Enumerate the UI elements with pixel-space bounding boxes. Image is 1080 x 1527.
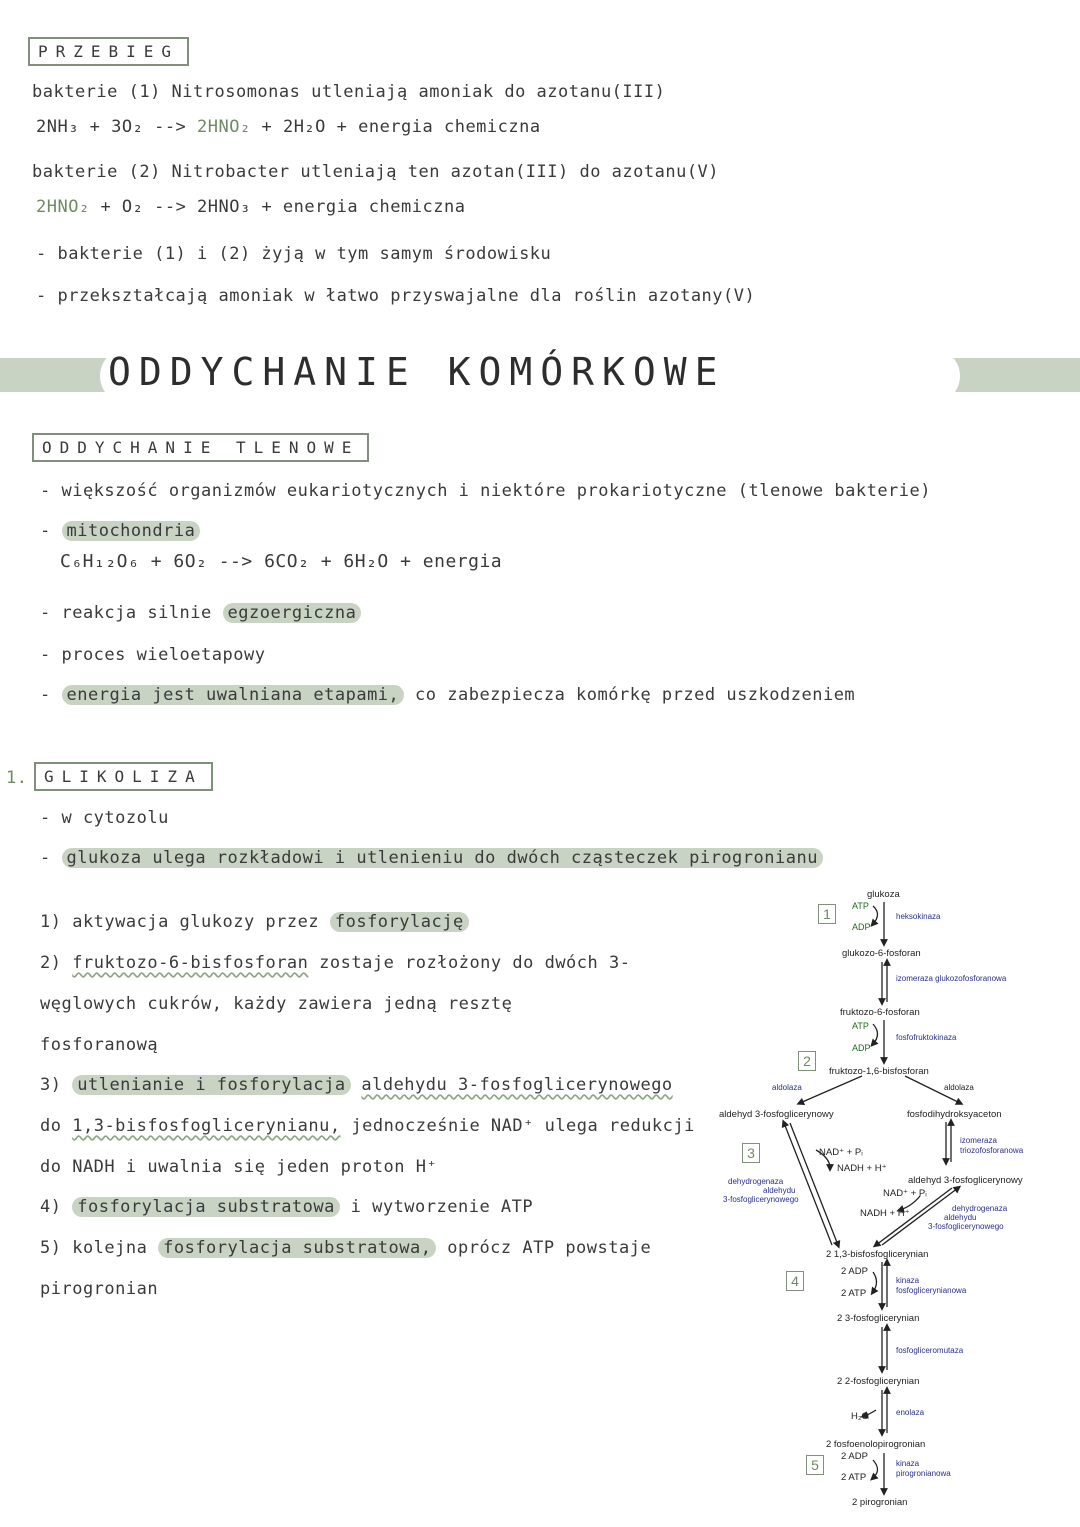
label-2pg: 2 2-fosfoglicerynian — [837, 1376, 920, 1387]
label-gapdh-left-1: dehydrogenaza — [728, 1177, 784, 1186]
glikoliza-bullet-2 — [40, 848, 823, 868]
label-pgk-1: kinaza — [896, 1276, 920, 1285]
label-heksokinaza: heksokinaza — [896, 912, 941, 921]
glikoliza-number: 1. — [6, 768, 28, 788]
arrow-atp-adp-1 — [873, 906, 878, 924]
eq1-left: 2NH₃ + 3O₂ --> — [36, 117, 187, 137]
label-nadh-left: NADH + H⁺ — [837, 1163, 887, 1174]
label-f16bp: fruktozo-1,6-bisfosforan — [829, 1066, 929, 1077]
step-box-1: 1 — [818, 904, 836, 924]
step-2-line-3: fosforanową — [40, 1035, 159, 1055]
label-izomeraza-gf: izomeraza glukozofosforanowa — [896, 974, 1007, 983]
step-box-2: 2 — [798, 1051, 816, 1071]
energia-highlight: energia jest uwalniana etapami, — [62, 685, 405, 705]
label-gapdh-left-3: 3-fosfoglicerynowego — [723, 1195, 799, 1204]
label-pirogronian: 2 pirogronian — [852, 1497, 908, 1508]
s3-l2-rest: jednocześnie NAD⁺ ulega redukcji — [351, 1116, 695, 1136]
eq1-product: 2HNO₂ — [197, 117, 251, 137]
step-2 — [40, 953, 630, 973]
label-adp-3: 2 ADP — [841, 1266, 868, 1277]
tlenowe-bullet-2 — [40, 521, 200, 541]
b5-rest: co zabezpiecza komórkę przed uszkodzeniem — [415, 685, 856, 705]
arrow-adp-atp-4 — [873, 1460, 878, 1478]
label-atp-3: 2 ATP — [841, 1288, 867, 1299]
label-atp-4: 2 ATP — [841, 1472, 867, 1483]
s3-highlight: utlenianie i fosforylacja — [72, 1075, 350, 1095]
label-enolaza: enolaza — [896, 1408, 925, 1417]
label-f6p: fruktozo-6-fosforan — [840, 1007, 920, 1018]
dash: - — [40, 521, 51, 541]
label-atp-2: ATP — [852, 1021, 869, 1031]
arrow-gapdh-left-fwd — [790, 1123, 838, 1245]
egzoergiczna-highlight: egzoergiczna — [223, 603, 362, 623]
label-gapdh-right-2: aldehydu — [944, 1213, 977, 1222]
glukoza-highlight: glukoza ulega rozkładowi i utlenieniu do dwóch cząsteczek pirogronianu — [62, 848, 823, 868]
label-glukoza: glukoza — [867, 889, 900, 900]
label-adp-2: ADP — [852, 1043, 871, 1053]
s4-num: 4) — [40, 1197, 62, 1217]
s2-wavy: fruktozo-6-bisfosforan — [72, 953, 309, 973]
equation-2 — [36, 197, 465, 217]
label-pgk-2: fosfoglicerynianowa — [896, 1286, 967, 1295]
label-g6p: glukozo-6-fosforan — [842, 948, 921, 959]
label-gapdh-left-2: aldehydu — [763, 1186, 796, 1195]
label-atp-1: ATP — [852, 901, 869, 911]
eq2-rest: + O₂ --> 2HNO₃ + energia chemiczna — [100, 197, 466, 217]
glikoliza-bullet-1: - w cytozolu — [40, 808, 169, 828]
tlenowe-bullet-1: - większość organizmów eukariotycznych i niektóre prokariotyczne (tlenowe bakterie) — [40, 481, 931, 501]
step-1 — [40, 912, 469, 932]
s2-rest: zostaje rozłożony do dwóch 3- — [319, 953, 631, 973]
tlenowe-bullet-5 — [40, 685, 855, 705]
label-adp-1: ADP — [852, 922, 871, 932]
s5-highlight: fosforylacja substratowa, — [158, 1238, 436, 1258]
label-h2o: H₂O — [851, 1411, 869, 1422]
label-g3p-right: aldehyd 3-fosfoglicerynowy — [908, 1175, 1023, 1186]
label-nad-left: NAD⁺ + Pᵢ — [819, 1147, 863, 1158]
eq1-rest: + 2H₂O + energia chemiczna — [261, 117, 541, 137]
step-box-3: 3 — [742, 1143, 760, 1163]
main-title: ODDYCHANIE KOMÓRKOWE — [108, 350, 726, 394]
label-gapdh-right-3: 3-fosfoglicerynowego — [928, 1222, 1004, 1231]
tlenowe-bullet-4: - proces wieloetapowy — [40, 645, 266, 665]
equation-1 — [36, 117, 541, 137]
label-dhap: fosfodihydroksyaceton — [907, 1109, 1002, 1120]
step-5 — [40, 1238, 651, 1258]
label-bpg: 2 1,3-bisfosfoglicerynian — [826, 1249, 929, 1260]
przebieg-line2: bakterie (2) Nitrobacter utleniają ten azotan(III) do azotanu(V) — [32, 162, 720, 182]
przebieg-heading: PRZEBIEG — [28, 37, 189, 66]
s2-num: 2) — [40, 953, 62, 973]
label-pk-2: pirogronianowa — [896, 1469, 951, 1478]
label-g3p-left: aldehyd 3-fosfoglicerynowy — [719, 1109, 834, 1120]
przebieg-bullet-2: - przekształcają amoniak w łatwo przyswajalne dla roślin azotany(V) — [36, 286, 756, 306]
label-aldolaza-right: aldolaza — [944, 1083, 974, 1092]
arrow-gapdh-left-rev — [784, 1123, 832, 1245]
arrow-aldolase-left — [800, 1076, 862, 1103]
dash: - — [40, 685, 51, 705]
s3-l2-wavy: 1,3-bisfosfoglicerynianu, — [72, 1116, 341, 1136]
label-gapdh-right-1: dehydrogenaza — [952, 1204, 1008, 1213]
label-pfk: fosfofruktokinaza — [896, 1033, 957, 1042]
s4-highlight: fosforylacja substratowa — [72, 1197, 340, 1217]
label-tpi-1: izomeraza — [960, 1136, 997, 1145]
label-nad-right: NAD⁺ + Pᵢ — [883, 1188, 927, 1199]
s3-wavy: aldehydu 3-fosfoglicerynowego — [361, 1075, 673, 1095]
step-5-line-2: pirogronian — [40, 1279, 159, 1299]
przebieg-line1: bakterie (1) Nitrosomonas utleniają amoniak do azotanu(III) — [32, 82, 666, 102]
s5-rest: oprócz ATP powstaje — [447, 1238, 652, 1258]
s1-text: 1) aktywacja glukozy przez — [40, 912, 320, 932]
s4-rest: i wytworzenie ATP — [350, 1197, 534, 1217]
przebieg-bullet-1: - bakterie (1) i (2) żyją w tym samym środowisku — [36, 244, 552, 264]
label-3pg: 2 3-fosfoglicerynian — [837, 1313, 920, 1324]
label-pk-1: kinaza — [896, 1459, 920, 1468]
glikoliza-heading: GLIKOLIZA — [34, 762, 213, 791]
step-2-line-2: węglowych cukrów, każdy zawiera jedną resztę — [40, 994, 513, 1014]
s3-num: 3) — [40, 1075, 62, 1095]
arrow-adp-atp-3 — [873, 1272, 877, 1292]
mitochondria-highlight: mitochondria — [62, 521, 201, 541]
s3-l2-pre: do — [40, 1116, 62, 1136]
tlenowe-heading: ODDYCHANIE TLENOWE — [32, 433, 369, 462]
label-pep: 2 fosfoenolopirogronian — [826, 1439, 926, 1450]
eq2-reactant: 2HNO₂ — [36, 197, 90, 217]
step-4 — [40, 1197, 533, 1217]
step-3 — [40, 1075, 673, 1095]
s5-num: 5) kolejna — [40, 1238, 148, 1258]
step-3-line-2 — [40, 1116, 695, 1136]
label-adp-4: 2 ADP — [841, 1451, 868, 1462]
arrow-atp-adp-2 — [873, 1024, 878, 1044]
label-pgm: fosfogliceromutaza — [896, 1346, 964, 1355]
dash: - — [40, 848, 51, 868]
step-box-5: 5 — [806, 1455, 824, 1475]
step-box-4: 4 — [786, 1271, 804, 1291]
label-tpi-2: triozofosforanowa — [960, 1146, 1024, 1155]
label-aldolaza-left: aldolaza — [772, 1083, 802, 1092]
step-3-line-3: do NADH i uwalnia się jeden proton H⁺ — [40, 1157, 438, 1177]
b3-text: - reakcja silnie — [40, 603, 212, 623]
respiration-equation: C₆H₁₂O₆ + 6O₂ --> 6CO₂ + 6H₂O + energia — [60, 551, 503, 572]
label-nadh-right: NADH + H⁺ — [860, 1208, 910, 1219]
tlenowe-bullet-3 — [40, 603, 361, 623]
s1-highlight: fosforylację — [330, 912, 469, 932]
